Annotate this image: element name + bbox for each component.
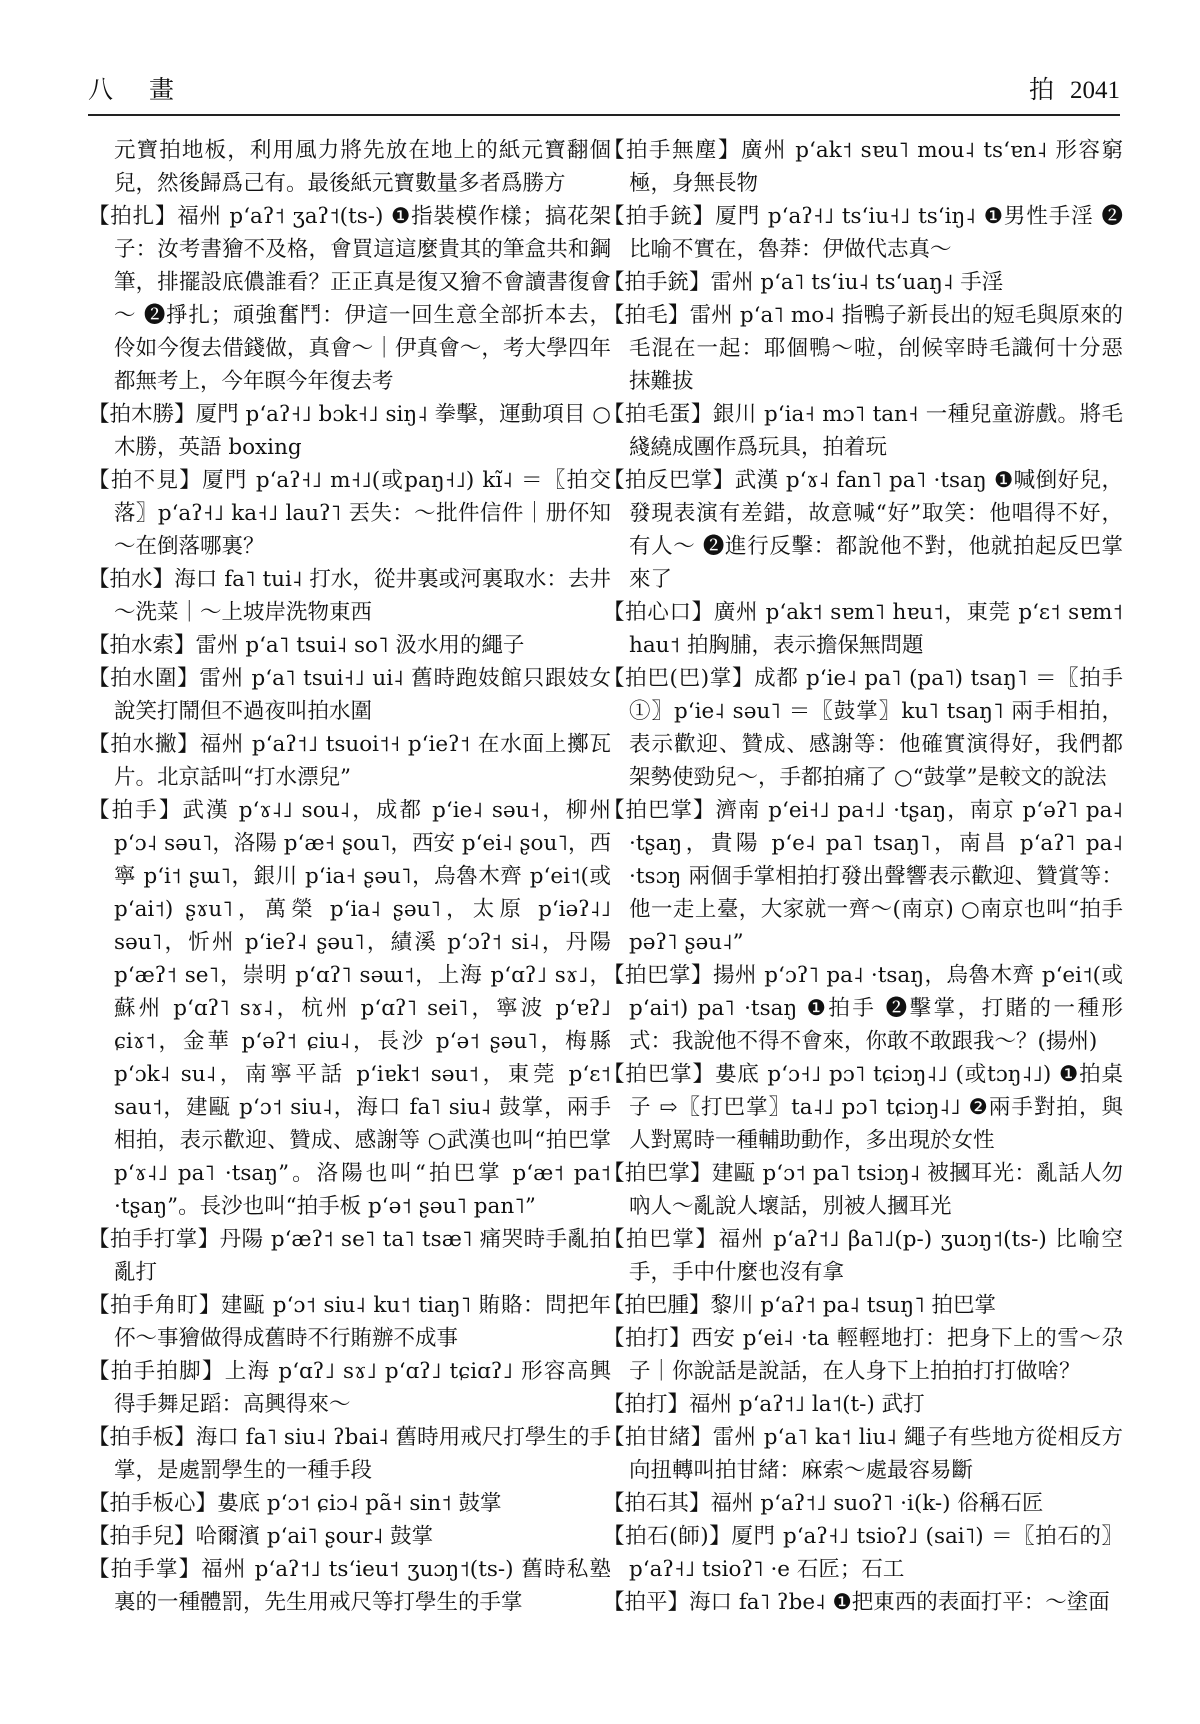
dictionary-entry: 【拍巴腫】黎川 pʻaʔ˦ pa˨ tsuŋ˥ 拍巴掌 [603, 1293, 997, 1318]
dictionary-entry: 【拍水撇】福州 pʻaʔ˦˩ tsuoi˦˧ pʻieʔ˦ 在水面上擲瓦片。北京話叫“打水漂兒” [88, 732, 611, 790]
dictionary-entry: 【拍手銃】雷州 pʻa˥ tsʻiu˨ tsʻuaŋ˨ 手淫 [603, 270, 1004, 295]
dictionary-entry: 【拍毛】雷州 pʻa˥ mo˨ 指鴨子新長出的短毛與原來的毛混在一起：耶個鴨～啦，刣候宰時毛識何十分惡抹難拔 [603, 303, 1123, 394]
dictionary-entry: 【拍打】西安 pʻei˨ ·ta 輕輕地打：把身下上的雪～尕子｜你說話是說話，在人身下上拍拍打打做啥？ [603, 1326, 1123, 1384]
left-column [88, 134, 611, 1694]
dictionary-entry: 【拍手角盯】建甌 pʻɔ˦ siu˨ ku˦ tiaŋ˥ 賄賂：問把年伓～事獪做得成舊時不行賄辦不成事 [88, 1293, 611, 1351]
page-heading [1029, 70, 1120, 106]
dictionary-entry: 【拍石其】福州 pʻaʔ˦˩ suoʔ˥ ·i(k-) 俗稱石匠 [603, 1491, 1044, 1516]
dictionary-entry: 【拍木勝】厦門 pʻaʔ˧˩ bɔk˧˩ siŋ˨ 拳擊，運動項目 ○木勝，英語 boxing [88, 402, 611, 460]
dictionary-entry: 【拍甘緒】雷州 pʻa˥ ka˦ liu˨ 繩子有些地方從相反方向扭轉叫拍甘緒：麻索～處最容易斷 [603, 1425, 1123, 1483]
running-header [88, 62, 1120, 116]
dictionary-entry: 【拍水圍】雷州 pʻa˥ tsui˧˩ ui˨ 舊時跑妓館只跟妓女說笑打鬧但不過夜叫拍水圍 [88, 666, 611, 724]
dictionary-entry: 【拍巴掌】揚州 pʻɔʔ˥ pa˨ ·tsaŋ，烏魯木齊 pʻei˦(或pʻai˦) pa˥ ·tsaŋ ❶拍手 ❷擊掌，打賭的一種形式：我說他不得不會來，你敢不敢跟我～？(揚州) [603, 963, 1123, 1054]
dictionary-entry: 【拍巴(巴)掌】成都 pʻie˨ pa˥ (pa˥) tsaŋ˥ ＝〖拍手①〗pʻie˨ səu˥ ＝〖鼓掌〗ku˥ tsaŋ˥ 兩手相拍，表示歡迎、贊成、感謝等：他確實演得好，我們都架勢使勁兒～，手都拍痛了 ○“鼓掌”是較文的說法 [603, 666, 1123, 790]
head-character: 拍 [1028, 75, 1054, 104]
page-number: 2041 [1070, 77, 1120, 104]
dictionary-entry: 【拍手拍脚】上海 pʻɑʔ˩ sɤ˩ pʻɑʔ˩ tɕiɑʔ˩ 形容高興得手舞足蹈：高興得來～ [88, 1359, 611, 1417]
dictionary-entry: 【拍巴掌】婁底 pʻɔ˧˩ pɔ˥ tɕiɔŋ˨˩ (或tɔŋ˨˩) ❶拍桌子 ⇨〖打巴掌〗ta˨˩ pɔ˥ tɕiɔŋ˨˩ ❷兩手對拍，與人對罵時一種輔助動作，多出現於女性 [603, 1062, 1123, 1153]
dictionary-entry: 【拍不見】厦門 pʻaʔ˧˩ m˧˩(或paŋ˧˩) kĩ˨ ＝〖拍交落〗pʻaʔ˧˩ ka˧˩ lauʔ˥ 丟失：～批件信件｜册伓知～在倒落哪裏？ [88, 468, 611, 559]
dictionary-entry: 【拍打】福州 pʻaʔ˦˩ la˦(t-) 武打 [603, 1392, 925, 1417]
right-column [603, 134, 1123, 1694]
dictionary-entry: 【拍心口】廣州 pʻak˦ sɐm˥ hɐu˦，東莞 pʻɛ˦ sɐm˦ hau˦ 拍胸脯，表示擔保無問題 [603, 600, 1123, 658]
dictionary-entry: 【拍手掌】福州 pʻaʔ˦˩ tsʻieu˦ ʒuɔŋ˦(ts-) 舊時私塾裏的一種體罰，先生用戒尺等打學生的手掌 [88, 1557, 611, 1615]
dictionary-entry: 【拍手無塵】廣州 pʻak˦ sɐu˥ mou˨ tsʻɐn˨ 形容窮極，身無長物 [603, 138, 1123, 196]
dictionary-entry: 【拍石(師)】厦門 pʻaʔ˧˩ tsioʔ˩ (sai˥) ＝〖拍石的〗pʻaʔ˧˩ tsioʔ˥ ·e 石匠；石工 [603, 1524, 1123, 1582]
dictionary-entry: 【拍手板心】婁底 pʻɔ˦ ɕiɔ˨ pã˧ sin˦ 鼓掌 [88, 1491, 502, 1516]
dictionary-entry: 【拍水】海口 fa˥ tui˨ 打水，從井裏或河裏取水：去井～洗菜｜～上坡岸洗物東西 [88, 567, 611, 625]
dictionary-entry: 元寶拍地板，利用風力將先放在地上的紙元寶翻個兒，然後歸爲己有。最後紙元寶數量多者爲勝方 [114, 138, 611, 196]
dictionary-entry: 【拍手銃】厦門 pʻaʔ˧˩ tsʻiu˧˩ tsʻiŋ˨ ❶男性手淫 ❷比喻不實在，魯莽：伊做代志真～ [603, 204, 1123, 262]
section-label: 八 畫 [88, 75, 188, 104]
dictionary-entry: 【拍扎】福州 pʻaʔ˦ ʒaʔ˦(ts-) ❶指裝模作樣；搞花架子：汝考書獪不及格，會買這這麼貴其的筆盒共和鋼筆，排擺設底儂誰看？正正真是復又獪不會讀書復會～ ❷掙扎；頑強奮鬥：伊這一回生意全部折本去，伶如今復去借錢做，真會～｜伊真會～，考大學四年都無考上，今年暝今年復去考 [88, 204, 611, 394]
dictionary-entry: 【拍巴掌】建甌 pʻɔ˦ pa˥ tsiɔŋ˨ 被摑耳光：亂話人勿吶人～亂說人壞話，別被人摑耳光 [603, 1161, 1123, 1219]
dictionary-entry: 【拍手板】海口 fa˥ siu˨ ʔbai˨ 舊時用戒尺打學生的手掌，是處罰學生的一種手段 [88, 1425, 611, 1483]
dictionary-entry: 【拍巴掌】福州 pʻaʔ˦˩ βa˥˩(p-) ʒuɔŋ˦(ts-) 比喻空手，手中什麼也沒有拿 [603, 1227, 1123, 1285]
dictionary-entry: 【拍手兒】哈爾濱 pʻai˥ ʂour˨ 鼓掌 [88, 1524, 434, 1549]
dictionary-entry: 【拍巴掌】濟南 pʻei˧˩ pa˧˩ ·tʂaŋ，南京 pʻəʔ˥ pa˨ ·tʂaŋ，貴陽 pʻe˨ pa˥ tsaŋ˥，南昌 pʻaʔ˥ pa˨ ·tsɔŋ 兩個手掌相拍打發出聲響表示歡迎、贊賞等：他一走上臺，大家就一齊～(南京) ○南京也叫“拍手 pəʔ˥ ʂəu˨” [603, 798, 1123, 955]
dictionary-entry: 【拍手打掌】丹陽 pʻæʔ˦ se˥ ta˥ tsæ˥ 痛哭時手亂拍亂打 [88, 1227, 611, 1285]
dictionary-entry: 【拍水索】雷州 pʻa˥ tsui˨ so˥ 汲水用的繩子 [88, 633, 525, 658]
dictionary-entry: 【拍毛蛋】銀川 pʻia˧ mɔ˥ tan˧ 一種兒童游戲。將毛綫繞成團作爲玩具，拍着玩 [603, 402, 1123, 460]
dictionary-entry: 【拍手】武漢 pʻɤ˨˩ sou˨，成都 pʻie˨ səu˧，柳州 pʻɔ˨ səu˥，洛陽 pʻæ˧ ʂou˥，西安 pʻei˨ ʂou˥，西寧 pʻi˦ ʂɯ˥，銀川 pʻia˧ ʂəu˥，烏魯木齊 pʻei˦(或pʻai˦) ʂɤu˥，萬榮 pʻia˨ ʂəu˥，太原 pʻiəʔ˨˩ səu˥，忻州 pʻieʔ˨ ʂəu˥，績溪 pʻɔʔ˦ si˨，丹陽 pʻæʔ˦ se˥，崇明 pʻɑʔ˥ səɯ˦，上海 pʻɑʔ˩ sɤ˩，蘇州 pʻɑʔ˥ sɤ˨，杭州 pʻɑʔ˥ sei˥，寧波 pʻɐʔ˩ ɕiɤ˦，金華 pʻəʔ˦ ɕiu˨，長沙 pʻə˦ ʂəu˥，梅縣 pʻɔk˨ su˨，南寧平話 pʻiɐk˦ səu˦，東莞 pʻɛ˦ sau˦，建甌 pʻɔ˦ siu˨，海口 fa˥ siu˨ 鼓掌，兩手相拍，表示歡迎、贊成、感謝等 ○武漢也叫“拍巴掌 pʻɤ˨˩ pa˥ ·tsaŋ”。洛陽也叫“拍巴掌 pʻæ˦ pa˦ ·tʂaŋ”。長沙也叫“拍手板 pʻə˦ ʂəu˥ pan˥” [88, 798, 611, 1219]
dictionary-entry: 【拍反巴掌】武漢 pʻɤ˨ fan˥ pa˥ ·tsaŋ ❶喊倒好兒，發現表演有差錯，故意喊“好”取笑：他唱得不好，有人～ ❷進行反擊：都說他不對，他就拍起反巴掌來了 [603, 468, 1123, 592]
dictionary-entry: 【拍平】海口 fa˥ ʔbe˨ ❶把東西的表面打平：～塗面 [603, 1590, 1110, 1615]
